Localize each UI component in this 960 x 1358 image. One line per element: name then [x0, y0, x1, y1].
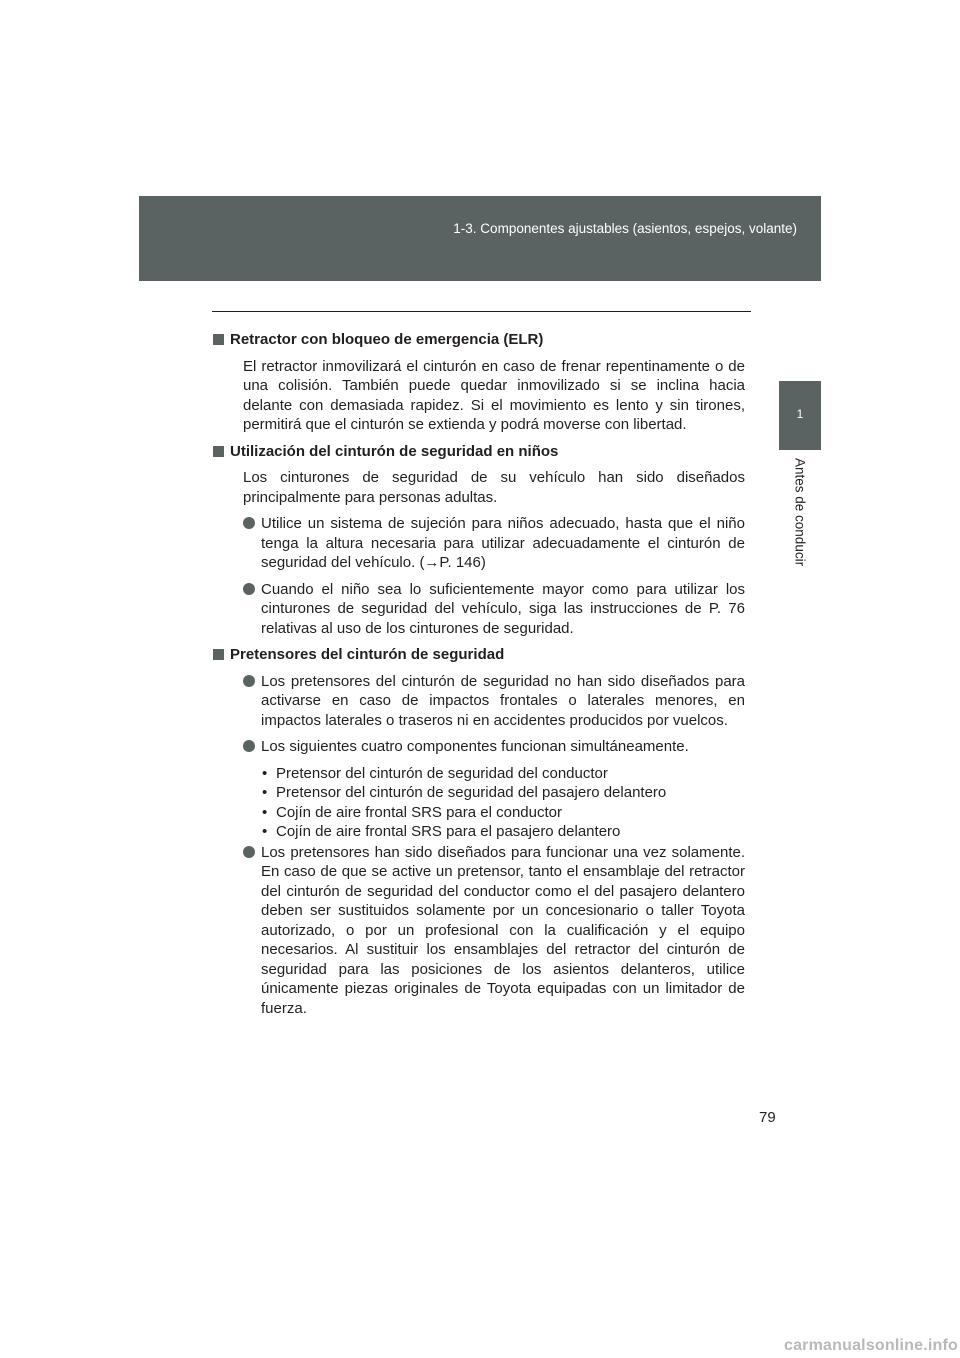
chapter-tab: [779, 381, 821, 450]
bullet-text: Utilice un sistema de sujeción para niños adecuado, hasta que el niño tenga la altura necesaria para utilizar adecuadamente el cinturón de seguridad del vehículo. (→P. 146): [261, 515, 745, 571]
bullet-text: Los siguientes cuatro componentes funcionan simultáneamente.: [261, 738, 689, 755]
round-bullet-icon: [243, 846, 255, 858]
list-item: • Cojín de aire frontal SRS para el conductor: [262, 803, 562, 821]
bullet-item: [243, 843, 745, 1019]
heading-text: Retractor con bloqueo de emergencia (ELR): [230, 331, 544, 348]
watermark: carmanualsonline.info: [783, 1337, 958, 1354]
list-item: • Pretensor del cinturón de seguridad del conductor: [262, 764, 608, 782]
paragraph: Los cinturones de seguridad de su vehículo han sido diseñados principalmente para personas adultas.: [243, 469, 745, 506]
round-bullet-icon: [243, 517, 255, 529]
bullet-text: Los pretensores han sido diseñados para funcionar una vez solamente. En caso de que se active un pretensor, tanto el ensamblaje del retractor del cinturón de seguridad del conductor como el del pasajero delantero deben ser sustituidos solamente por un concesionario o taller Toyota autorizado, o por un profesional con la cualificación y el equipo necesarios. Al sustituir los ensamblajes del retractor del cinturón de seguridad para las posiciones de los asientos delanteros, utilice únicamente piezas originales de Toyota equipadas con un limitador de fuerza.: [261, 843, 745, 1017]
top-rule: [212, 311, 751, 312]
round-bullet-icon: [243, 675, 255, 687]
chapter-label-text: Antes de conducir: [792, 458, 808, 567]
chapter-number: 1: [796, 407, 804, 421]
section-heading: [213, 330, 745, 350]
square-bullet-icon: [213, 334, 224, 345]
heading-text: Utilización del cinturón de seguridad en niños: [230, 442, 559, 460]
chapter-label: [778, 458, 822, 578]
square-bullet-icon: [213, 649, 224, 660]
section-heading: [213, 645, 745, 665]
paragraph: El retractor inmovilizará el cinturón en caso de frenar repentinamente o de una colisión. También puede quedar inmovilizado si se inclina hacia delante con demasiada rapidez. Si el movimiento es lento y sin tirones, permitirá que el cinturón se extienda y podrá moverse con libertad.: [243, 357, 745, 433]
heading-text: Pretensores del cinturón de seguridad: [230, 646, 505, 663]
bullet-text: Los pretensores del cinturón de seguridad no han sido diseñados para activarse en caso de impactos frontales o laterales menores, en impactos laterales o traseros ni en accidentes producidos por vuelcos.: [261, 672, 745, 729]
square-bullet-icon: [213, 446, 224, 457]
header-band: [139, 196, 821, 281]
section-title: 1-3. Componentes ajustables (asientos, espejos, volante): [453, 221, 797, 236]
bullet-item: [243, 737, 745, 757]
round-bullet-icon: [243, 740, 255, 752]
round-bullet-icon: [243, 583, 255, 595]
list-item: • Cojín de aire frontal SRS para el pasajero delantero: [262, 823, 621, 840]
section-heading: [213, 442, 745, 462]
bullet-item: [243, 514, 745, 573]
page-content: [213, 330, 745, 1025]
list-item: • Pretensor del cinturón de seguridad del pasajero delantero: [262, 784, 667, 801]
bullet-text: Cuando el niño sea lo suficientemente mayor como para utilizar los cinturones de seguridad del vehículo, siga las instrucciones de P. 76 relativas al uso de los cinturones de seguridad.: [261, 580, 745, 637]
bullet-item: [243, 580, 745, 639]
bullet-item: [243, 672, 745, 731]
page-number: 79: [759, 1109, 776, 1126]
component-list: [261, 764, 745, 842]
